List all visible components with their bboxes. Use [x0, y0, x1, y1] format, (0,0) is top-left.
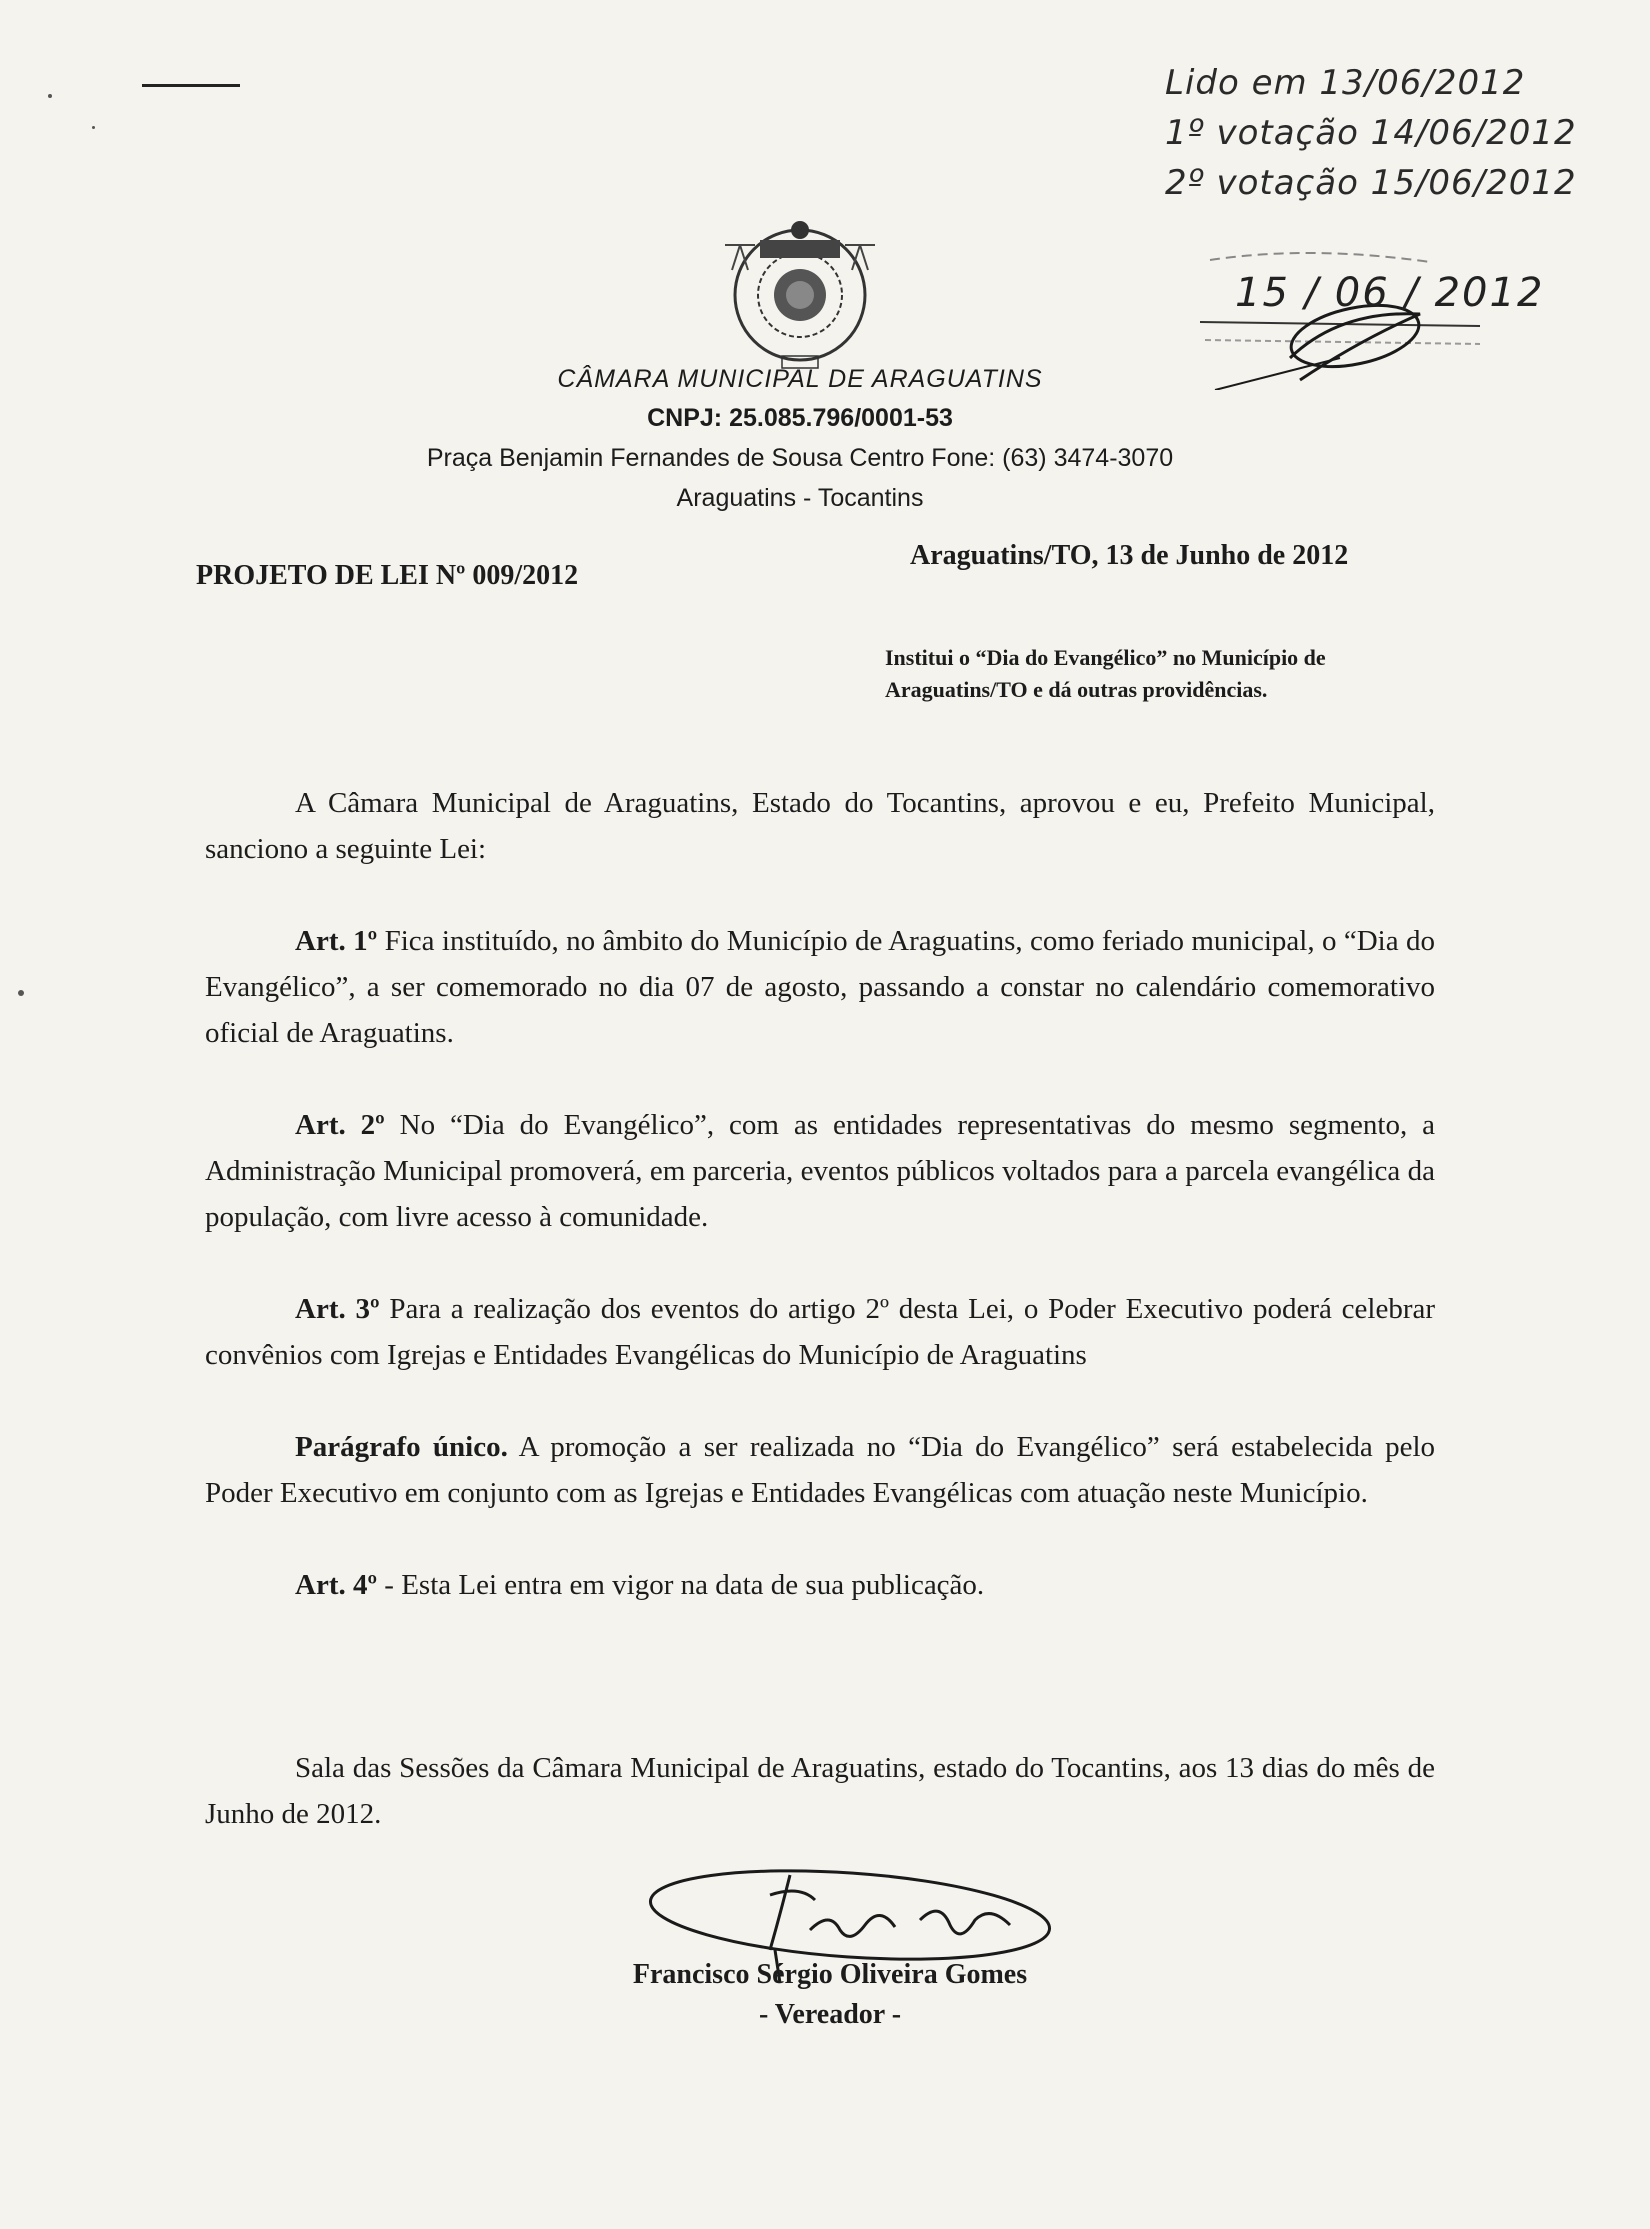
scan-speck [48, 94, 52, 98]
handwritten-note: Lido em 13/06/2012 [1165, 63, 1526, 103]
article-text: Fica instituído, no âmbito do Município de Araguatins, como feriado municipal, o “Dia do Evangélico”, a ser comemorado no dia 07 de agosto, passando a constar no calendário comemorativo oficial de Araguatins. [205, 925, 1435, 1049]
article-label: Art. 1º [295, 925, 378, 957]
municipal-seal-icon [700, 210, 900, 380]
signer-block [500, 1955, 1160, 2035]
closing-statement [205, 1745, 1435, 1837]
handwritten-note: 1º votação 14/06/2012 [1165, 113, 1577, 153]
law-body [205, 780, 1435, 1654]
scan-speck [92, 126, 95, 129]
closing-text: Sala das Sessões da Câmara Municipal de Araguatins, estado do Tocantins, aos 13 dias do mês de Junho de 2012. [205, 1752, 1435, 1830]
article [205, 918, 1435, 1056]
article-text: A promoção a ser realizada no “Dia do Evangélico” será estabelecida pelo Poder Executivo em conjunto com as Igrejas e Entidades Evangélicas com atuação neste Município. [205, 1431, 1435, 1509]
article-label: Art. 4º [295, 1569, 378, 1601]
signer-role: - Vereador - [758, 1999, 902, 2030]
ementa: Institui o “Dia do Evangélico” no Município de Araguatins/TO e dá outras providências. [885, 645, 1326, 702]
article-label: Art. 2º [295, 1109, 385, 1141]
margin-dash [142, 84, 240, 87]
article [205, 1562, 1435, 1608]
approval-stamp [1190, 240, 1545, 390]
bill-number: PROJETO DE LEI Nº 009/2012 [196, 560, 579, 591]
article-text: - Esta Lei entra em vigor na data de sua publicação. [377, 1569, 985, 1601]
dateline: Araguatins/TO, 13 de Junho de 2012 [910, 540, 1349, 571]
letterhead [380, 360, 1220, 518]
institution-name: CÂMARA MUNICIPAL DE ARAGUATINS [557, 365, 1043, 393]
article [205, 1286, 1435, 1378]
article [205, 1424, 1435, 1516]
article-text: Para a realização dos eventos do artigo 2º desta Lei, o Poder Executivo poderá celebrar convênios com Igrejas e Entidades Evangélicas do Município de Araguatins [205, 1293, 1436, 1371]
article-label: Art. 3º [295, 1293, 380, 1325]
article-label: Parágrafo único. [295, 1431, 508, 1463]
stamp-date: 15 / 06 / 2012 [1235, 270, 1545, 316]
handwritten-notes [1165, 58, 1577, 208]
cnpj: CNPJ: 25.085.796/0001-53 [647, 404, 953, 432]
address: Praça Benjamin Fernandes de Sousa Centro Fone: (63) 3474-3070 [426, 444, 1174, 472]
city: Araguatins - Tocantins [676, 484, 924, 512]
signer-name: Francisco Sérgio Oliveira Gomes [632, 1959, 1028, 1990]
preamble: A Câmara Municipal de Araguatins, Estado do Tocantins, aprovou e eu, Prefeito Municipal, sanciono a seguinte Lei: [205, 787, 1435, 865]
handwritten-note: 2º votação 15/06/2012 [1165, 163, 1577, 203]
scan-speck [18, 990, 24, 996]
article-text: No “Dia do Evangélico”, com as entidades representativas do mesmo segmento, a Administração Municipal promoverá, em parceria, eventos públicos voltados para a parcela evangélica da população, com livre acesso à comunidade. [205, 1109, 1435, 1233]
article [205, 1102, 1435, 1240]
